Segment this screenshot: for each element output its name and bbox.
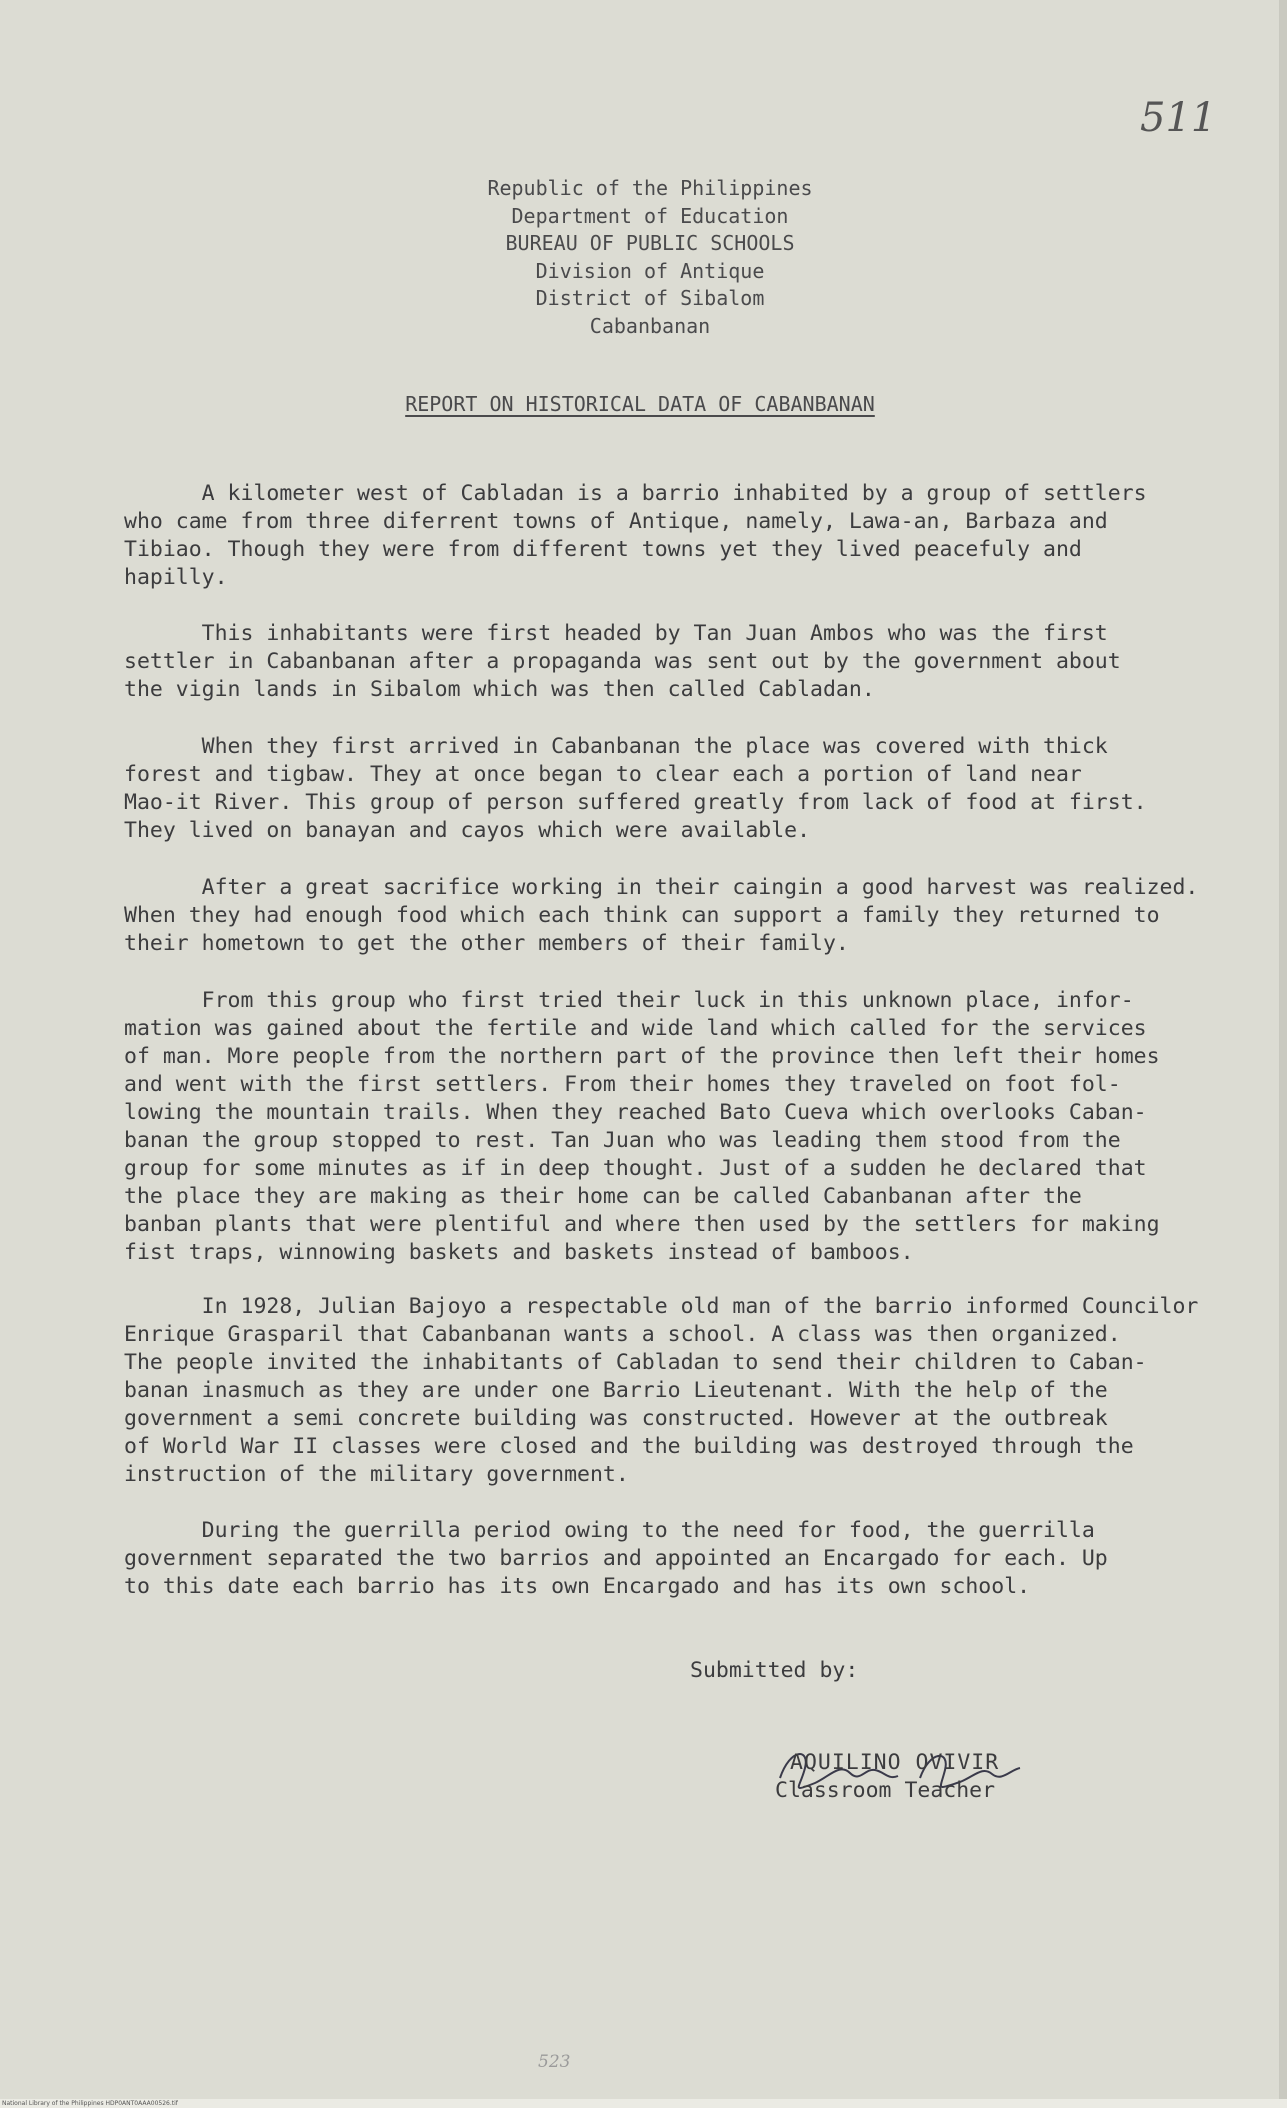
letterhead-line: District of Sibalom: [535, 286, 765, 310]
report-title: [250, 392, 1030, 416]
paragraph: A kilometer west of Cabladan is a barrio inhabited by a group of settlers who came from three diferrent towns of Antique, namely, Lawa-an, Barbaza and Tibiao. Though they were from different towns yet they lived peacefuly and hapilly.: [124, 481, 1147, 590]
paragraph: When they first arrived in Cabanbanan the place was covered with thick forest and tigbaw. They at once began to clear each a portion of land near Mao-it River. This group of person suffered greatly from lack of food at first. They lived on banayan and cayos which were available.: [124, 734, 1147, 843]
letterhead-line: Division of Antique: [535, 258, 765, 283]
paragraph: During the guerrilla period owing to the need for food, the guerrilla government separated the two barrios and appointed an Encargado for each. Up to this date each barrio has its own Encargado and has its own school.: [124, 1518, 1108, 1599]
archive-footer: National Library of the Philippines HDP0ANT0AAA00526.tif: [0, 2099, 1287, 2108]
handwritten-page-mark: 523: [538, 2052, 571, 2072]
signatory-name: AQUILINO OVIVIR: [790, 1750, 1000, 1775]
page-edge: [1279, 0, 1287, 2108]
letterhead-line: BUREAU OF PUBLIC SCHOOLS: [505, 231, 795, 255]
paragraph: From this group who first tried their luck in this unknown place, infor- mation was gained about the fertile and wide land which called for the services of man. More people from the northern part of the province then left their homes and went with the first settlers. From their homes they traveled on foot fol- lowing the mountain trails. When they reached Bato Cueva which overlooks Caban- banan the group stopped to rest. Tan Juan who was leading them stood from the group for some minutes as if in deep thought. Just of a sudden he declared that the place they are making as their home can be called Cabanbanan after the banban plants that were plentiful and where then used by the settlers for making fist traps, winnowing baskets and baskets instead of bamboos.: [124, 988, 1160, 1265]
letterhead-line: Department of Education: [511, 203, 789, 228]
submitted-by-label: Submitted by:: [690, 1658, 859, 1683]
page-number: 511: [1140, 95, 1217, 141]
signatory-role: Classroom Teacher: [775, 1778, 996, 1803]
letterhead: [400, 175, 900, 340]
paragraph: In 1928, Julian Bajoyo a respectable old man of the barrio informed Councilor Enrique Grasparil that Cabanbanan wants a school. A class was then organized. The people invited the inhabitants of Cabladan to send their children to Caban- banan inasmuch as they are under one Barrio Lieutenant. With the help of the government a semi concrete building was constructed. However at the outbreak of World War II classes were closed and the building was destroyed through the instruction of the military government.: [124, 1294, 1199, 1487]
paragraph: After a great sacrifice working in their caingin a good harvest was realized. When they had enough food which each think can support a family they returned to their hometown to get the other members of their family.: [124, 875, 1199, 956]
letterhead-line: Republic of the Philippines: [487, 176, 813, 200]
letterhead-line: Cabanbanan: [589, 313, 711, 338]
report-title-text: REPORT ON HISTORICAL DATA OF CABANBANAN: [405, 392, 875, 416]
paragraph: This inhabitants were first headed by Tan Juan Ambos who was the first settler in Cabanbanan after a propaganda was sent out by the government about the vigin lands in Sibalom which was then called Cabladan.: [124, 621, 1121, 702]
